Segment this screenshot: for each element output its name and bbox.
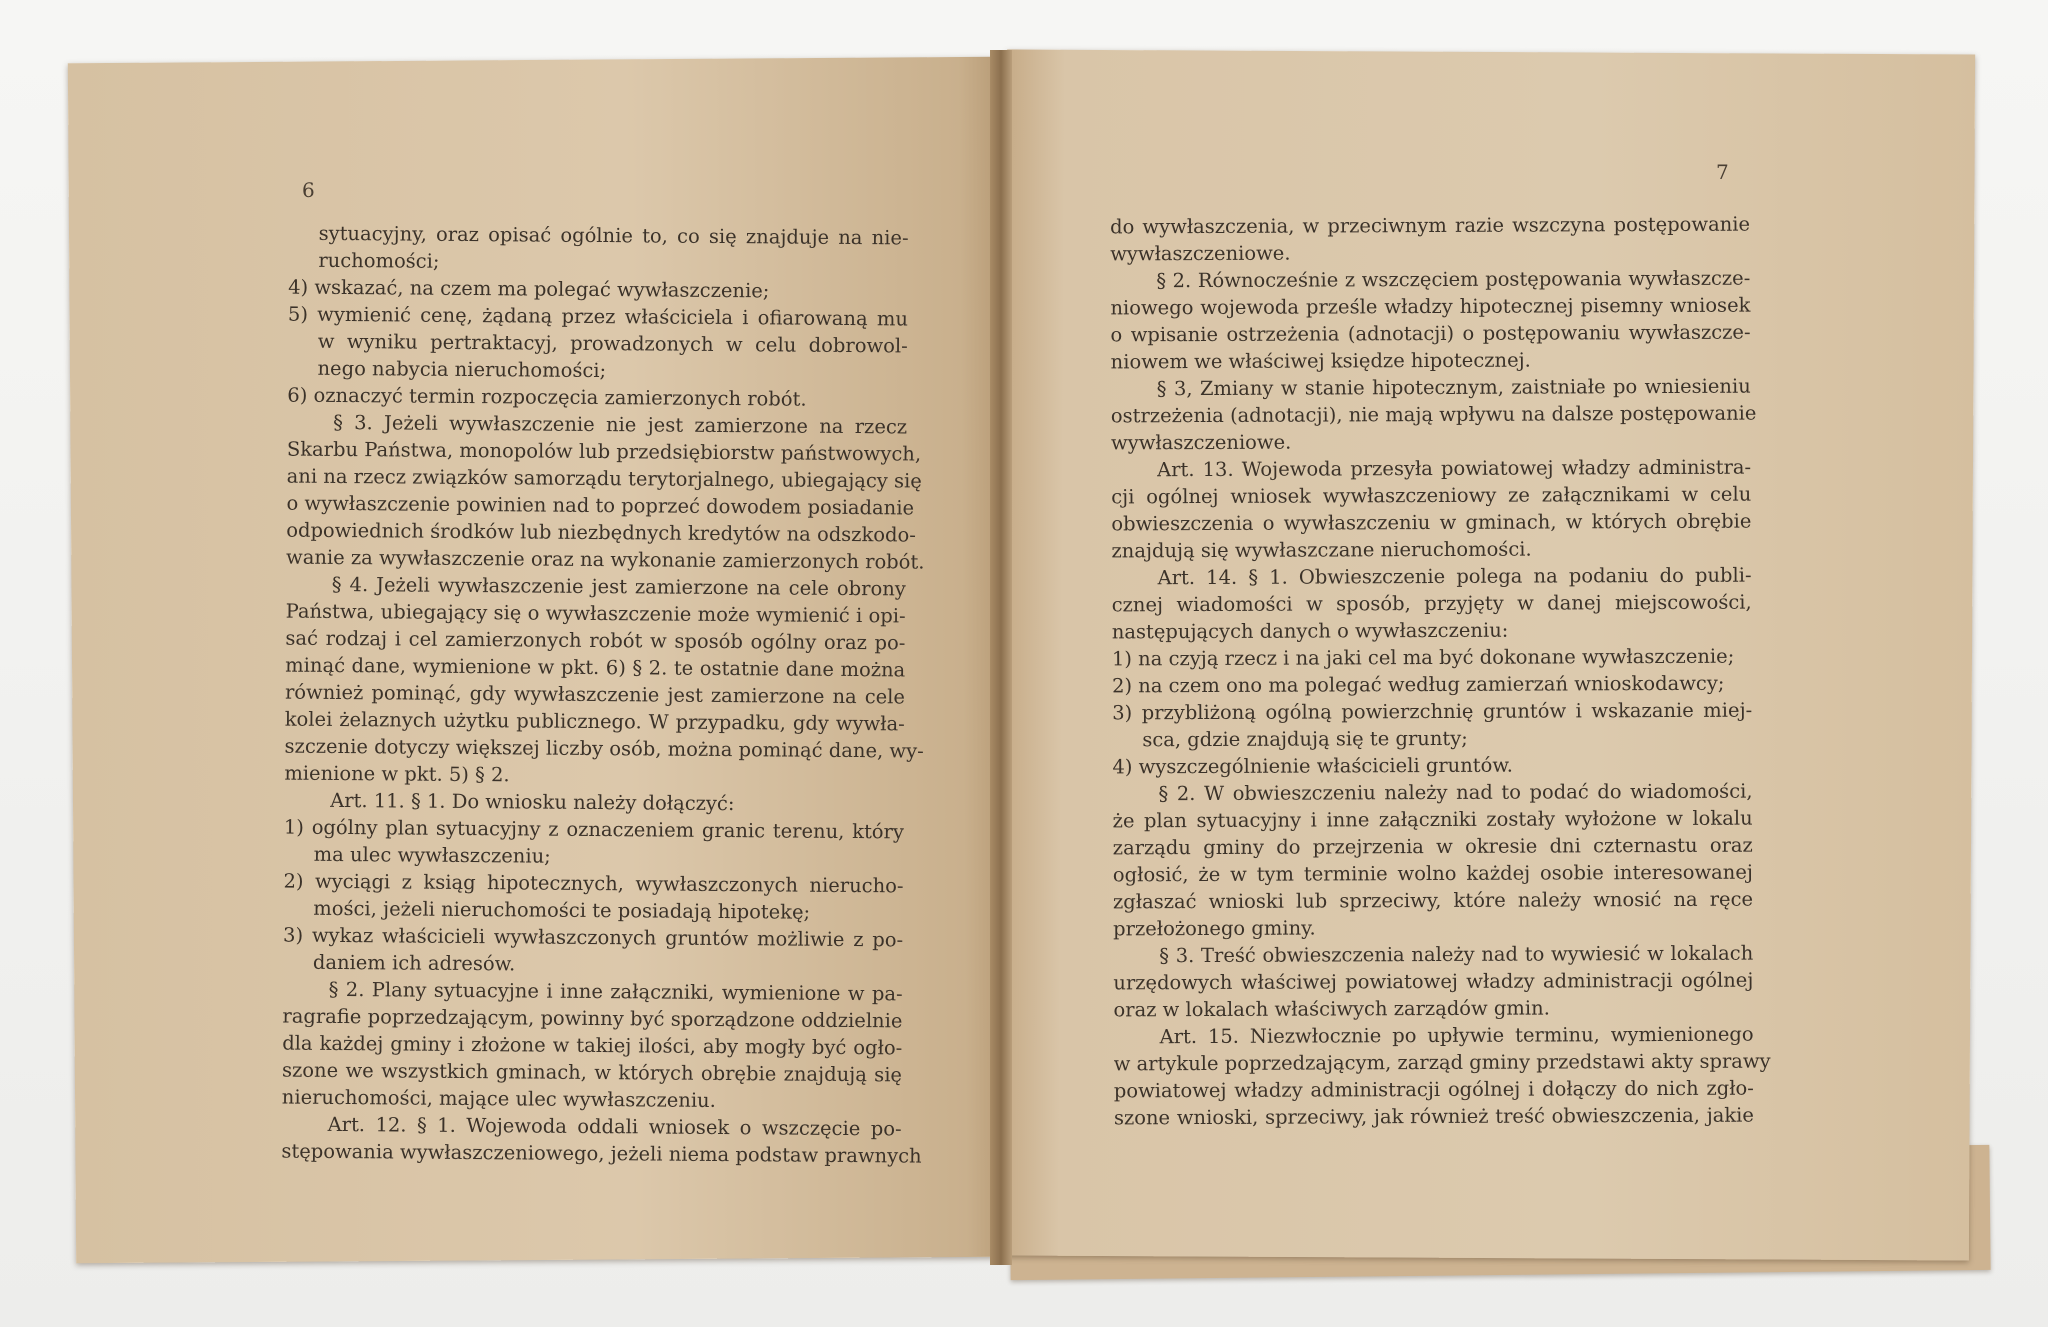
left-page-line: szone we wszystkich gminach, w których obrębie znajdują się — [281, 1058, 903, 1087]
left-page-line: o wywłaszczenie powinien nad to poprzeć dowodem posiadanie — [286, 491, 915, 520]
left-page-number: 6 — [302, 178, 315, 202]
right-page-line: urzędowych właściwej powiatowej władzy administracji ogólnej — [1113, 968, 1754, 995]
right-page-line: § 2. W obwieszczeniu należy nad to podać do wiadomości, — [1158, 779, 1753, 806]
right-page-line: Art. 13. Wojewoda przesyła powiatowej władzy administra- — [1157, 455, 1752, 482]
right-page-line: wywłaszczeniowe. — [1110, 241, 1291, 266]
right-page-line: wywłaszczeniowe. — [1110, 430, 1292, 455]
left-page-line: sać rodzaj i cel zamierzonych robót w sposób ogólny oraz po- — [285, 626, 906, 655]
right-page-line: § 2. Równocześnie z wszczęciem postępowania wywłaszcze- — [1156, 266, 1751, 293]
right-page-line: § 3. Treść obwieszczenia należy nad to wywiesić w lokalach — [1159, 941, 1754, 968]
right-page-line: zarządu gminy do przejrzenia w okresie dni czternastu oraz — [1112, 833, 1753, 860]
right-page-line: 1) na czyją rzecz i na jaki cel ma być dokonane wywłaszczenie; — [1111, 644, 1735, 671]
left-page-line: Państwa, ubiegający się o wywłaszczenie może wymienić i opi- — [285, 599, 906, 628]
left-page-text — [281, 220, 925, 1170]
left-page-line: w wyniku pertraktacyj, prowadzonych w celu dobrowol- — [317, 329, 908, 358]
left-page-line: szczenie dotyczy większej liczby osób, można pominąć dane, wy- — [284, 734, 924, 763]
right-page-line: w artykule poprzedzającym, zarząd gminy przedstawi akty sprawy — [1113, 1049, 1771, 1076]
right-page-line: 2) na czem ono ma polegać według zamierzań wnioskodawcy; — [1112, 671, 1725, 698]
right-page-line: niowem we właściwej księdze hipotecznej. — [1110, 348, 1531, 374]
left-page-line: odpowiednich środków lub niezbędnych kredytów na odszkodo- — [286, 518, 916, 547]
left-page-line: sytuacyjny, oraz opisać ogólnie to, co się znajduje na nie- — [318, 221, 909, 250]
left-page-line: 5) wymienić cenę, żądaną przez właściciela i ofiarowaną mu — [287, 302, 909, 331]
left-page-line: ma ulec wywłaszczeniu; — [313, 842, 551, 868]
right-page-line: zgłaszać wnioski lub sprzeciwy, które należy wnosić na ręce — [1112, 887, 1754, 914]
left-page-line: § 4. Jeżeli wywłaszczenie jest zamierzone na cele obrony — [331, 572, 906, 601]
book-spine — [990, 50, 1012, 1265]
right-page-line: § 3, Zmiany w stanie hipotecznym, zaistniałe po wniesieniu — [1156, 374, 1751, 401]
right-page-line: obwieszczenia o wywłaszczeniu w gminach, w których obrębie — [1111, 509, 1752, 536]
right-page-line: 3) przybliżoną ogólną powierzchnię gruntów i wskazanie miej- — [1112, 698, 1753, 725]
left-page-line: kolei żelaznych użytku publicznego. W przypadku, gdy wywła- — [284, 707, 905, 736]
left-page-line: nego nabycia nieruchomości; — [317, 356, 607, 383]
left-page-line: mienione w pkt. 5) § 2. — [284, 761, 510, 787]
right-page-line: cji ogólnej wniosek wywłaszczeniowy ze załącznikami w celu — [1111, 482, 1752, 509]
left-page-line: ani na rzecz związków samorządu terytorjalnego, ubiegający się — [286, 464, 922, 493]
left-page-line: dla każdej gminy i złożone w takiej ilości, aby mogły być ogło- — [282, 1031, 903, 1060]
right-page-line: o wpisanie ostrzeżenia (adnotacji) o postępowaniu wywłaszcze- — [1110, 320, 1751, 347]
left-page-line: § 3. Jeżeli wywłaszczenie nie jest zamierzone na rzecz — [333, 410, 908, 439]
right-page-line: znajdują się wywłaszczane nieruchomości. — [1111, 537, 1532, 563]
left-page-line: Art. 11. § 1. Do wniosku należy dołączyć: — [330, 788, 735, 816]
left-page-line: 1) ogólny plan sytuacyjny z oznaczeniem granic terenu, który — [283, 815, 905, 844]
left-page-line: 3) wykaz właścicieli wywłaszczonych gruntów możliwie z po- — [283, 923, 904, 952]
left-page-line: 2) wyciągi z ksiąg hipotecznych, wywłaszczonych nierucho- — [283, 869, 904, 898]
left-page-line: Skarbu Państwa, monopolów lub przedsiębiorstw państwowych, — [286, 437, 922, 466]
right-page-line: ostrzeżenia (adnotacji), nie mają wpływu na dalsze postępowanie — [1110, 401, 1757, 428]
left-page-line: daniem ich adresów. — [312, 950, 516, 976]
left-page-line: ragrafie poprzedzającym, powinny być sporządzone oddzielnie — [282, 1004, 903, 1033]
left-page-line: Art. 12. § 1. Wojewoda oddali wniosek o wszczęcie po- — [327, 1112, 902, 1141]
right-page-line: że plan sytuacyjny i inne załączniki zostały wyłożone w lokalu — [1112, 806, 1753, 833]
right-page-line: cznej wiadomości w sposób, przyjęty w danej miejscowości, — [1111, 590, 1752, 617]
right-page-number: 7 — [1716, 160, 1729, 184]
left-page-line: § 2. Plany sytuacyjne i inne załączniki, wymienione w pa- — [328, 977, 903, 1006]
left-page-line: minąć dane, wymienione w pkt. 6) § 2. te ostatnie dane można — [285, 653, 906, 682]
left-page-line: ruchomości; — [318, 248, 440, 273]
right-page-line: następujących danych o wywłaszczeniu: — [1111, 618, 1509, 644]
right-page-line: sca, gdzie znajdują się te grunty; — [1142, 726, 1468, 752]
left-page-line: mości, jeżeli nieruchomości te posiadają hipotekę; — [313, 896, 811, 924]
right-page-line: Art. 15. Niezwłocznie po upływie terminu, wymienionego — [1159, 1022, 1754, 1049]
left-page-line: 6) oznaczyć termin rozpoczęcia zamierzonych robót. — [287, 383, 807, 411]
right-page-line: do wywłaszczenia, w przeciwnym razie wszczyna postępowanie — [1110, 212, 1751, 239]
right-page-line: szone wnioski, sprzeciwy, jak również treść obwieszczenia, jakie — [1113, 1103, 1754, 1130]
left-page-line: również pominąć, gdy wywłaszczenie jest zamierzone na cele — [284, 680, 906, 709]
right-page-text — [1110, 211, 1771, 1132]
left-page-line: nieruchomości, mające ulec wywłaszczeniu. — [281, 1085, 716, 1112]
right-page-line: oraz w lokalach właściwych zarządów gmin. — [1113, 996, 1550, 1022]
left-page-line: wanie za wywłaszczenie oraz na wykonanie zamierzonych robót. — [285, 545, 925, 574]
right-page-line: przełożonego gminy. — [1113, 916, 1316, 941]
right-page-line: niowego wojewoda prześle władzy hipotecznej pisemny wniosek — [1110, 293, 1751, 320]
right-page-line: 4) wyszczególnienie właścicieli gruntów. — [1112, 753, 1513, 779]
left-page-line: 4) wskazać, na czem ma polegać wywłaszczenie; — [288, 275, 770, 303]
right-page-line: ogłosić, że w tym terminie wolno każdej osobie interesowanej — [1112, 860, 1753, 887]
right-page-line: powiatowej władzy administracji ogólnej i dołączy do nich zgło- — [1113, 1076, 1754, 1103]
right-page-line: Art. 14. § 1. Obwieszczenie polega na podaniu do publi- — [1157, 563, 1752, 590]
left-page-line: stępowania wywłaszczeniowego, jeżeli niema podstaw prawnych — [281, 1139, 922, 1168]
